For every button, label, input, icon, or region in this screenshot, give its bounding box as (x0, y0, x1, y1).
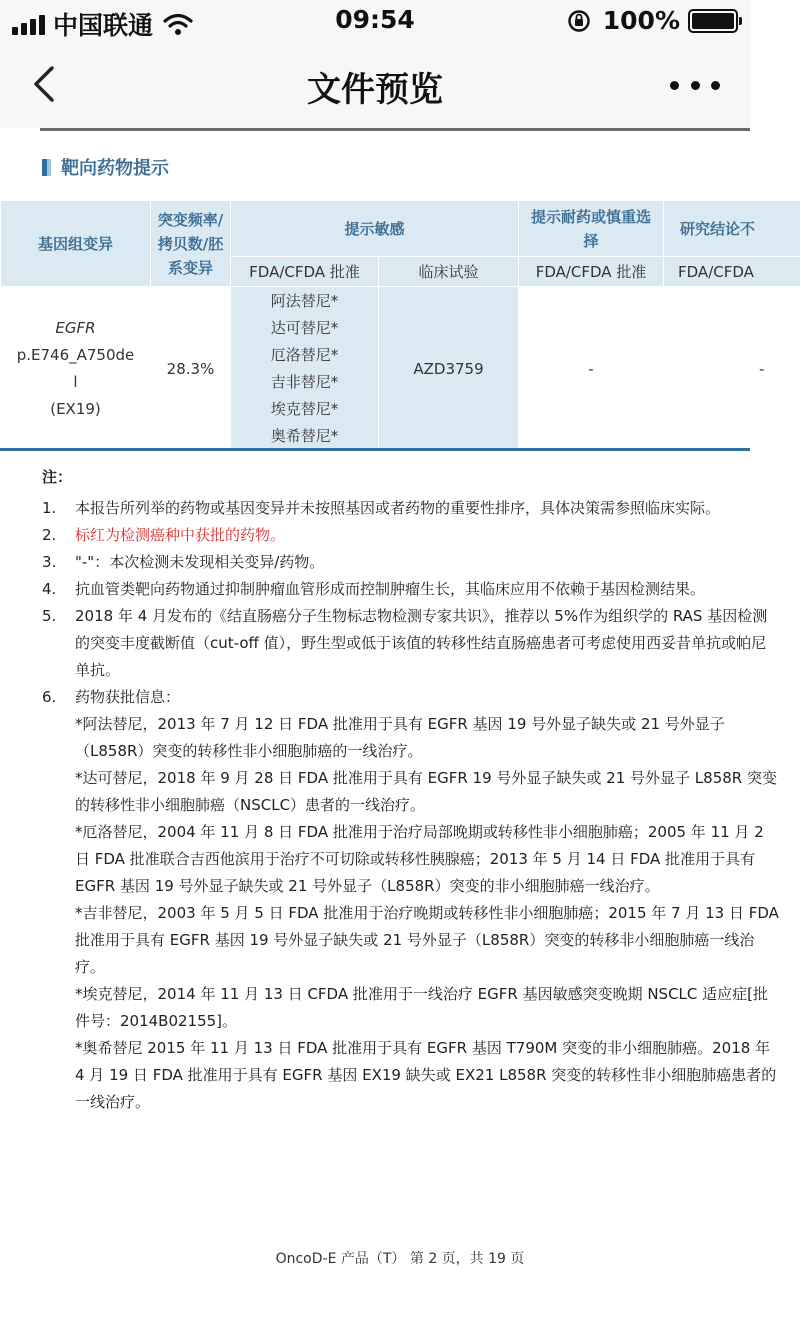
note-item (42, 576, 782, 603)
note-text: 药物获批信息： (75, 688, 181, 706)
rotation-lock-icon (567, 9, 591, 33)
notes-section (42, 466, 782, 1116)
battery-percentage: 100% (602, 6, 680, 35)
drug-item: 奥希替尼* (270, 427, 339, 445)
more-dot-icon (711, 81, 720, 90)
header-gene: 基因组变异 (1, 201, 151, 287)
resistant-cell: - (519, 287, 664, 452)
clinical-trial-cell: AZD3759 (379, 287, 519, 452)
note-number: 5. (42, 607, 57, 625)
approval-info: *达可替尼，2018 年 9 月 28 日 FDA 批准用于具有 EGFR 19 号外显子缺失或 21 号外显子 L858R 突变的转移性非小细胞肺癌（NSCLC）患者的一线治疗。 (75, 769, 777, 814)
header-frequency: 突变频率/拷贝数/胚系变异 (151, 201, 231, 287)
battery-icon (688, 9, 738, 33)
drug-item: 阿法替尼* (270, 292, 339, 310)
page-title: 文件预览 (307, 70, 443, 110)
approval-info: *吉非替尼，2003 年 5 月 5 日 FDA 批准用于治疗晚期或转移性非小细胞肺癌；2015 年 7 月 13 日 FDA 批准用于具有 EGFR 基因 19 号外显子缺失或 21 号外显子（L858R）突变的转移非小细胞肺癌一线治疗。 (75, 904, 779, 976)
note-item (42, 522, 782, 549)
table-row (1, 287, 801, 452)
table-bottom-rule (0, 448, 750, 451)
drug-item: 埃克替尼* (270, 400, 339, 418)
approval-info: *厄洛替尼，2004 年 11 月 8 日 FDA 批准用于治疗局部晚期或转移性非小细胞肺癌；2005 年 11 月 2 日 FDA 批准联合吉西他滨用于治疗不可切除或转移性胰腺癌；2013 年 5 月 14 日 FDA 批准用于具有 EGFR 基因 19 号外显子缺失或 21 号外显子（L858R）突变的非小细胞肺癌一线治疗。 (75, 823, 764, 895)
frequency-cell: 28.3% (151, 287, 231, 452)
sensitive-drugs-cell (231, 287, 379, 452)
section-title-text: 靶向药物提示 (61, 158, 169, 179)
document-preview[interactable] (0, 128, 779, 1334)
drug-item: 吉非替尼* (270, 373, 339, 391)
research-cell: - (664, 287, 801, 452)
note-text: 本报告所列举的药物或基因变异并未按照基因或者药物的重要性排序，具体决策需参照临床实际。 (75, 499, 721, 517)
header-sensitive: 提示敏感 (231, 201, 519, 257)
section-heading (42, 154, 169, 180)
note-text: "-"：本次检测未发现相关变异/药物。 (75, 553, 325, 571)
note-text: 标红为检测癌种中获批的药物。 (75, 526, 286, 544)
approval-info: *埃克替尼，2014 年 11 月 13 日 CFDA 批准用于一线治疗 EGFR 基因敏感突变晚期 NSCLC 适应症[批件号：2014B02155]。 (75, 985, 768, 1030)
clock: 09:54 (335, 5, 415, 34)
more-dot-icon (691, 81, 700, 90)
note-text: 抗血管类靶向药物通过抑制肿瘤血管形成而控制肿瘤生长，其临床应用不依赖于基因检测结果。 (75, 580, 706, 598)
gene-variant-cell (1, 287, 151, 452)
header-rule (40, 128, 750, 131)
note-item (42, 495, 782, 522)
targeted-drug-table (0, 200, 801, 452)
navigation-bar (0, 40, 750, 128)
note-item (42, 603, 782, 684)
more-options-button[interactable] (670, 70, 720, 100)
header-resistant: 提示耐药或慎重选择 (519, 201, 664, 257)
drug-item: 厄洛替尼* (270, 346, 339, 364)
header-research: 研究结论不 (664, 201, 801, 257)
status-bar (0, 0, 750, 40)
note-number: 2. (42, 526, 57, 544)
note-text: 2018 年 4 月发布的《结直肠癌分子生物标志物检测专家共识》，推荐以 5%作为组织学的 RAS 基因检测的突变丰度截断值（cut-off 值），野生型或低于该值的转移性结直肠癌患者可考虑使用西妥昔单抗或帕尼单抗。 (75, 607, 768, 679)
carrier-name: 中国联通 (53, 11, 154, 40)
section-marker-icon (42, 159, 47, 176)
note-number: 4. (42, 580, 57, 598)
notes-heading: 注： (42, 468, 73, 486)
note-number: 1. (42, 499, 57, 517)
approval-info: *阿法替尼，2013 年 7 月 12 日 FDA 批准用于具有 EGFR 基因 19 号外显子缺失或 21 号外显子（L858R）突变的转移性非小细胞肺癌的一线治疗。 (75, 715, 725, 760)
header-fda-research: FDA/CFDA (664, 257, 801, 287)
note-item (42, 684, 782, 711)
note-item (42, 549, 782, 576)
drug-item: 达可替尼* (270, 319, 339, 337)
note-number: 6. (42, 688, 57, 706)
page-footer: OncoD-E 产品（T） 第 2 页，共 19 页 (275, 1251, 525, 1267)
exon-label: (EX19) (50, 400, 101, 418)
variant-name: p.E746_A750del (16, 346, 135, 391)
approval-info: *奥希替尼 2015 年 11 月 13 日 FDA 批准用于具有 EGFR 基因 T790M 突变的非小细胞肺癌。2018 年 4 月 19 日 FDA 批准用于具有 EGFR 基因 EX19 缺失或 EX21 L858R 突变的转移性非小细胞肺癌患者的一线治疗。 (75, 1039, 777, 1111)
header-clinical-trial: 临床试验 (379, 257, 519, 287)
more-dot-icon (670, 81, 679, 90)
header-fda-approved: FDA/CFDA 批准 (231, 257, 379, 287)
header-fda-approved-resistant: FDA/CFDA 批准 (519, 257, 664, 287)
note-number: 3. (42, 553, 57, 571)
gene-name: EGFR (55, 319, 96, 337)
